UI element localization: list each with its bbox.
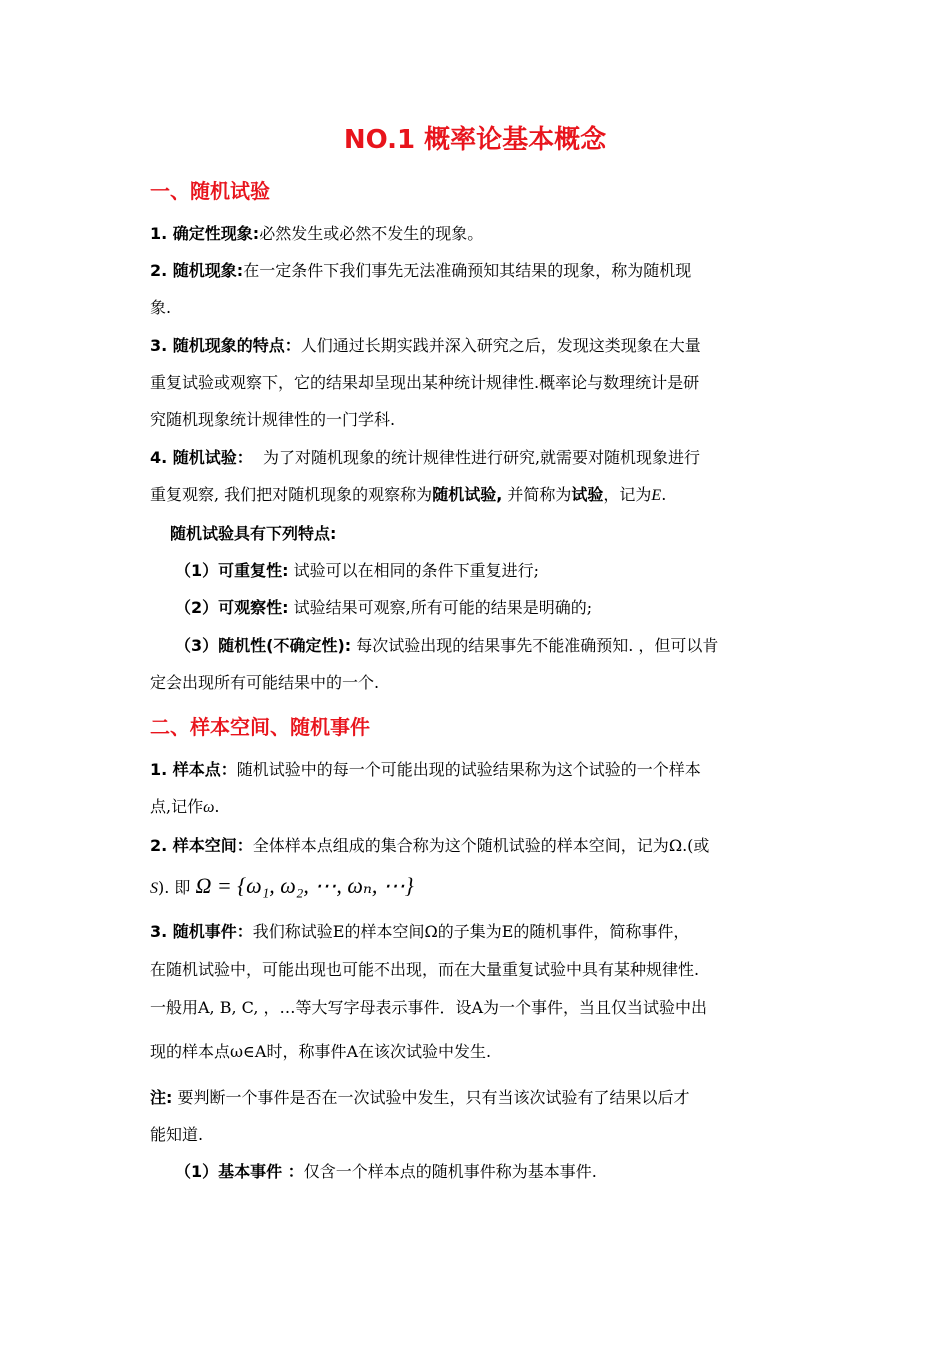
note — [150, 1079, 810, 1153]
item-text: 为了对随机现象的统计规律性进行研究,就需要对随机现象进行 — [262, 448, 701, 467]
term-experiment: 试验 — [571, 485, 604, 504]
item-text-cont: 一般用A, B, C, ，…等大写字母表示事件．设A为一个事件，当且仅当试验中出 — [150, 998, 708, 1017]
item-text-cont: .(或 — [682, 836, 710, 855]
item-text-cont: ，记为 — [603, 485, 652, 504]
feature-text: 试验可以在相同的条件下重复进行; — [288, 561, 540, 580]
item-label: 3. 随机现象的特点： — [150, 336, 301, 355]
item-text-cont: 在随机试验中，可能出现也可能不出现，而在大量重复试验中具有某种规律性. — [150, 960, 700, 979]
item-text-cont: . — [661, 485, 667, 504]
item-deterministic-phenomenon — [150, 215, 810, 252]
item-text-cont: 重复观察, 我们把对随机现象的观察称为 — [150, 485, 433, 504]
section-heading-sample-space: 二、样本空间、随机事件 — [150, 715, 370, 739]
feature-observable — [175, 589, 835, 626]
item-text-cont: 现的样本点ω∈A时，称事件A在该次试验中发生. — [150, 1042, 492, 1061]
item-random-experiment — [150, 439, 810, 514]
feature-text: 每次试验出现的结果事先不能准确预知. ，但可以肯 — [351, 636, 719, 655]
feature-repeatable — [175, 552, 835, 589]
item-label: 4. 随机试验： — [150, 448, 253, 467]
item-random-phenomenon — [150, 252, 810, 326]
feature-text-cont: 定会出现所有可能结果中的一个. — [150, 673, 380, 692]
item-text-cont: 象. — [150, 298, 172, 317]
item-text: 全体样本点组成的集合称为这个随机试验的样本空间，记为 — [252, 836, 669, 855]
item-text-cont: 点,记作 — [150, 797, 204, 816]
features-heading — [170, 515, 830, 552]
item-text: 在一定条件下我们事先无法准确预知其结果的现象，称为随机现 — [243, 261, 692, 280]
item-label: 1. 确定性现象: — [150, 224, 260, 243]
feature-label: （3）随机性(不确定性): — [175, 636, 352, 655]
item-text: 我们称试验E的样本空间Ω的子集为E的随机事件，简称事件， — [252, 922, 690, 941]
item-text-cont: 究随机现象统计规律性的一门学科. — [150, 410, 396, 429]
section-heading-random-experiment: 一、随机试验 — [150, 179, 270, 203]
page-title: NO.1 概率论基本概念 — [343, 125, 607, 155]
item-random-features — [150, 327, 810, 438]
item-text: 人们通过长期实践并深入研究之后，发现这类现象在大量 — [300, 336, 701, 355]
features-heading-label: 随机试验具有下列特点: — [170, 524, 337, 543]
note-text: 要判断一个事件是否在一次试验中发生，只有当该次试验有了结果以后才 — [172, 1088, 690, 1107]
item-text: 随机试验中的每一个可能出现的试验结果称为这个试验的一个样本 — [236, 760, 701, 779]
item-text-cont: 重复试验或观察下，它的结果却呈现出某种统计规律性.概率论与数理统计是研 — [150, 373, 700, 392]
basic-event-text: 仅含一个样本点的随机事件称为基本事件. — [303, 1162, 597, 1181]
feature-text: 试验结果可观察,所有可能的结果是明确的; — [288, 598, 593, 617]
item-sample-point — [150, 751, 810, 826]
item-label: 1. 样本点： — [150, 760, 237, 779]
item-text-cont: ). 即 — [158, 878, 191, 897]
feature-label: （1）可重复性: — [175, 561, 289, 580]
item-label: 3. 随机事件： — [150, 922, 253, 941]
symbol-big-omega: Ω — [668, 836, 683, 855]
symbol-omega: ω — [203, 799, 215, 816]
feature-randomness — [150, 627, 810, 701]
item-label: 2. 随机现象: — [150, 261, 244, 280]
note-label: 注: — [150, 1088, 173, 1107]
symbol-s: S — [150, 880, 158, 897]
item-random-event — [150, 913, 810, 1071]
note-text-cont: 能知道. — [150, 1125, 204, 1144]
sample-space-formula: Ω = {ω₁, ω₂, ⋯, ωₙ, ⋯} — [195, 873, 414, 898]
basic-event — [175, 1153, 835, 1190]
feature-label: （2）可观察性: — [175, 598, 289, 617]
item-text-cont: . — [214, 797, 220, 816]
symbol-e: E — [651, 487, 662, 504]
basic-event-label: （1）基本事件 ： — [175, 1162, 304, 1181]
item-text: 必然发生或必然不发生的现象。 — [259, 224, 484, 243]
term-random-experiment: 随机试验, — [432, 485, 503, 504]
item-text-cont: 并简称为 — [502, 485, 572, 504]
item-sample-space — [150, 826, 810, 909]
item-label: 2. 样本空间： — [150, 836, 253, 855]
